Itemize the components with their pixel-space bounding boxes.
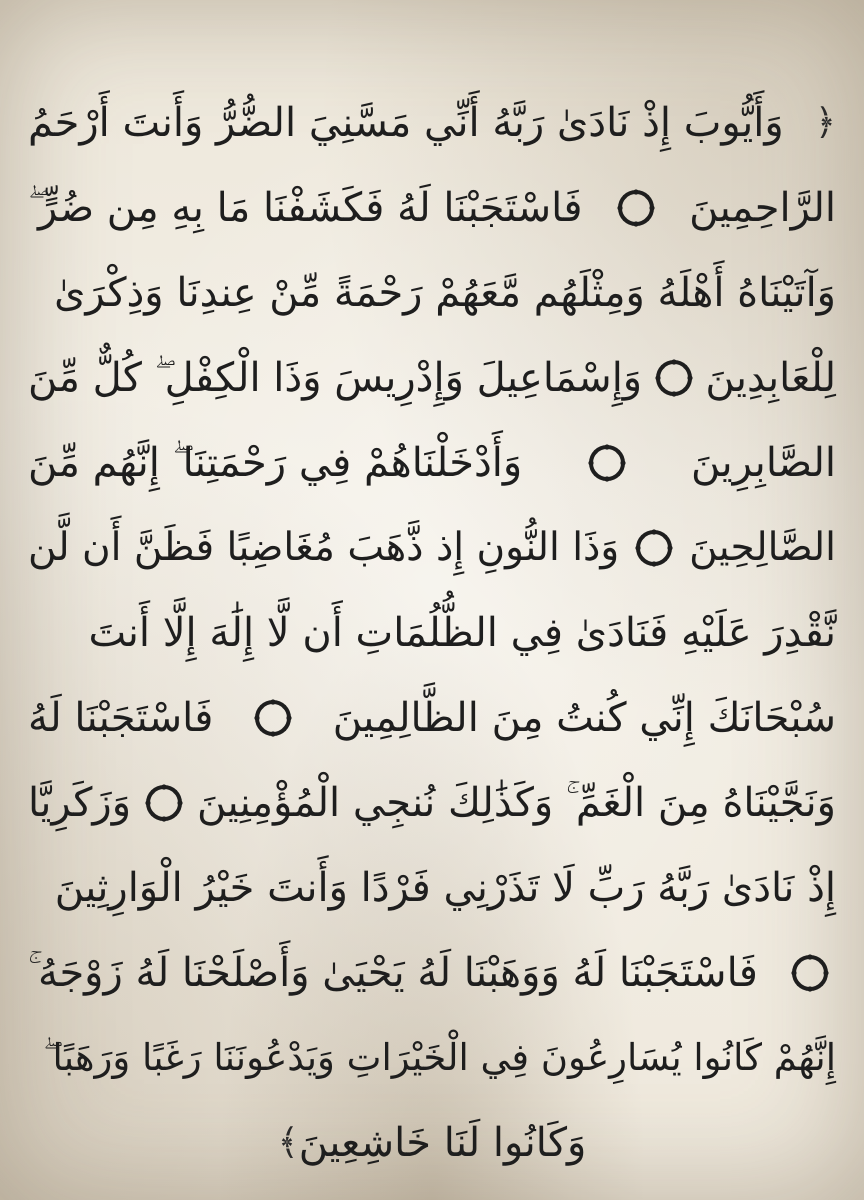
verse-text: نَّقْدِرَ عَلَيْهِ فَنَادَىٰ فِي الظُّلُمَاتِ أَن لَّا إِلَٰهَ إِلَّا أَنتَ [88,609,836,656]
verse-text: وَأَيُّوبَ إِذْ نَادَىٰ رَبَّهُ أَنِّي مَسَّنِيَ الضُّرُّ وَأَنتَ أَرْحَمُ [28,99,784,146]
verse-text: الرَّاحِمِينَ [689,184,836,231]
verse-text: وَكَانُوا لَنَا خَاشِعِينَ [298,1119,587,1166]
closing-ornamental-bracket: ﴾ [277,1122,299,1163]
verse-line [28,930,836,1015]
verse-line [28,335,836,420]
verse-line [28,675,836,760]
verse-text: إِنَّهُمْ كَانُوا يُسَارِعُونَ فِي الْخَيْرَاتِ وَيَدْعُونَنَا رَغَبًا وَرَهَبًا ۖ [43,1035,836,1079]
verse-line [28,505,836,590]
verse-text: فَاسْتَجَبْنَا لَهُ وَوَهَبْنَا لَهُ يَحْيَىٰ وَأَصْلَحْنَا لَهُ زَوْجَهُ ۚ [28,949,758,996]
verse-line [28,1100,836,1185]
verse-end-marker-icon [616,188,656,228]
verse-text: وَنَجَّيْنَاهُ مِنَ الْغَمِّ ۚ وَكَذَٰلِكَ نُنجِي الْمُؤْمِنِينَ [197,779,836,826]
verse-text: إِذْ نَادَىٰ رَبَّهُ رَبِّ لَا تَذَرْنِي فَرْدًا وَأَنتَ خَيْرُ الْوَارِثِينَ [54,864,836,911]
verse-end-marker-icon [587,443,627,483]
verse-text: لِلْعَابِدِينَ [705,354,836,401]
verse-text: فَاسْتَجَبْنَا لَهُ فَكَشَفْنَا مَا بِهِ مِن ضُرٍّ ۖ [28,184,583,231]
verse-end-marker-icon [253,698,293,738]
verse-line [28,250,836,335]
verse-text: وَأَدْخَلْنَاهُمْ فِي رَحْمَتِنَا ۖ إِنَّهُم مِّنَ [28,439,523,486]
opening-ornamental-bracket: ﴿ [814,102,836,143]
verse-line [28,590,836,675]
verse-line [28,1015,836,1100]
verse-text: الصَّالِحِينَ [689,525,836,570]
verse-text: سُبْحَانَكَ إِنِّي كُنتُ مِنَ الظَّالِمِينَ [332,694,836,741]
verse-line [28,760,836,845]
verse-text: وَإِسْمَاعِيلَ وَإِدْرِيسَ وَذَا الْكِفْلِ ۖ كُلٌّ مِّنَ [28,354,643,401]
verse-text: وَزَكَرِيَّا [28,779,132,826]
verse-end-marker-icon [634,528,674,568]
verse-text: وَآتَيْنَاهُ أَهْلَهُ وَمِثْلَهُم مَّعَهُمْ رَحْمَةً مِّنْ عِندِنَا وَذِكْرَىٰ [54,269,836,316]
verse-text: وَذَا النُّونِ إِذ ذَّهَبَ مُغَاضِبًا فَظَنَّ أَن لَّن [28,525,620,570]
verse-end-marker-icon [654,358,694,398]
verse-text: الصَّابِرِينَ [691,439,836,486]
verse-end-marker-icon [790,953,830,993]
verse-line [28,845,836,930]
verse-line [28,165,836,250]
verse-end-marker-icon [144,783,184,823]
verse-block [28,80,836,1185]
verse-line [28,80,836,165]
verse-text: فَاسْتَجَبْنَا لَهُ [28,694,214,741]
verse-line [28,420,836,505]
